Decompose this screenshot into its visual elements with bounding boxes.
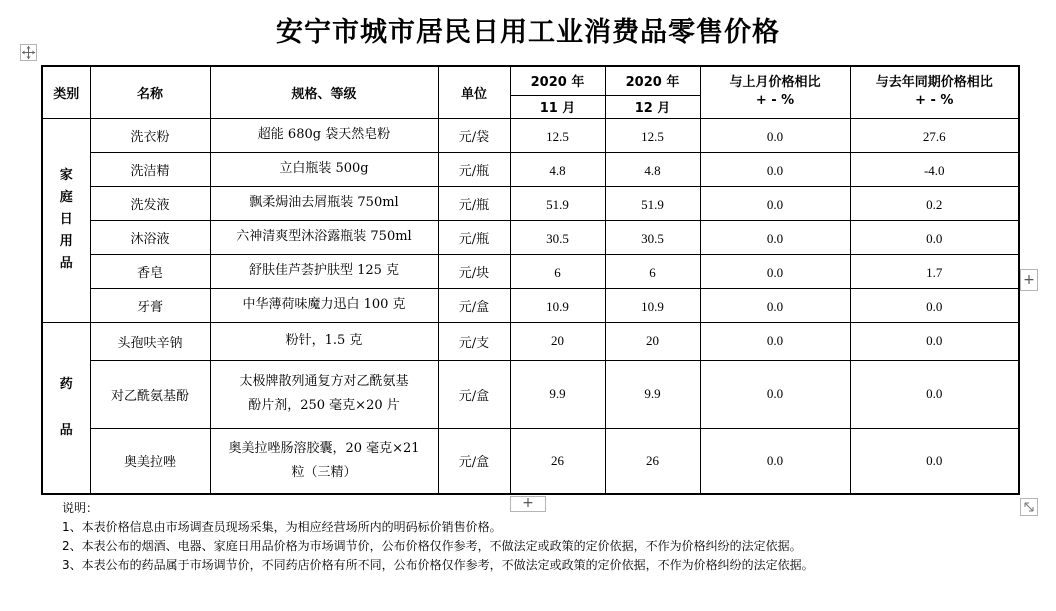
- price-dec: 9.9: [605, 360, 700, 428]
- header-yoy-line2: + - %: [915, 93, 954, 109]
- header-month-on-month: [700, 66, 850, 118]
- price-nov: 4.8: [510, 152, 605, 186]
- add-row-button[interactable]: +: [510, 496, 546, 512]
- change-mom: 0.0: [700, 288, 850, 322]
- item-spec: 超能 680g 袋天然皂粉: [210, 118, 438, 152]
- price-dec: 12.5: [605, 118, 700, 152]
- note-3: 3、本表公布的药品属于市场调节价，不同药店价格有所不同，公布价格仅作参考，不做法定或政策的定价依据，不作为价格纠纷的法定依据。: [62, 558, 814, 572]
- price-dec: 30.5: [605, 220, 700, 254]
- item-unit: 元/盒: [438, 288, 510, 322]
- change-mom: 0.0: [700, 152, 850, 186]
- item-unit: 元/盒: [438, 428, 510, 494]
- price-dec: 51.9: [605, 186, 700, 220]
- item-unit: 元/袋: [438, 118, 510, 152]
- table-row: [42, 254, 1019, 288]
- change-yoy: 0.0: [850, 288, 1019, 322]
- change-yoy: 1.7: [850, 254, 1019, 288]
- item-spec: [210, 428, 438, 494]
- table-row: [42, 428, 1019, 494]
- header-yoy-line1: 与去年同期价格相比: [875, 75, 993, 91]
- header-unit: 单位: [438, 66, 510, 118]
- item-unit: 元/瓶: [438, 152, 510, 186]
- table-row: [42, 288, 1019, 322]
- change-yoy: 0.0: [850, 220, 1019, 254]
- item-unit: 元/块: [438, 254, 510, 288]
- price-nov: 9.9: [510, 360, 605, 428]
- header-month-1: 11 月: [510, 95, 605, 118]
- header-month-2: 12 月: [605, 95, 700, 118]
- item-unit: 元/瓶: [438, 220, 510, 254]
- header-year-on-year: [850, 66, 1019, 118]
- price-nov: 6: [510, 254, 605, 288]
- change-yoy: 0.0: [850, 322, 1019, 360]
- header-mom-line1: 与上月价格相比: [729, 75, 821, 91]
- table-row: [42, 118, 1019, 152]
- price-nov: 10.9: [510, 288, 605, 322]
- change-mom: 0.0: [700, 220, 850, 254]
- item-spec-line2: 粒（三精）: [291, 464, 357, 480]
- note-1: 1、本表价格信息由市场调查员现场采集，为相应经营场所内的明码标价销售价格。: [62, 520, 502, 534]
- price-dec: 20: [605, 322, 700, 360]
- add-column-button[interactable]: +: [1020, 269, 1038, 291]
- change-mom: 0.0: [700, 428, 850, 494]
- note-2: 2、本表公布的烟酒、电器、家庭日用品价格为市场调节价，公布价格仅作参考，不做法定或政策的定价依据，不作为价格纠纷的法定依据。: [62, 539, 802, 553]
- header-year-2: 2020 年: [605, 66, 700, 95]
- header-category: 类别: [42, 66, 90, 118]
- item-name: 洗洁精: [90, 152, 210, 186]
- table-move-handle-icon[interactable]: [20, 44, 37, 61]
- item-spec-line1: 奥美拉唑肠溶胶囊，20 毫克×21: [228, 440, 420, 456]
- notes-label: 说明：: [62, 501, 99, 515]
- item-name: 牙膏: [90, 288, 210, 322]
- item-unit: 元/支: [438, 322, 510, 360]
- price-nov: 12.5: [510, 118, 605, 152]
- table-resize-handle-icon[interactable]: [1020, 498, 1038, 516]
- price-nov: 51.9: [510, 186, 605, 220]
- item-spec-line2: 酚片剂，250 毫克×20 片: [248, 398, 400, 413]
- category-household: [42, 118, 90, 322]
- header-year-1: 2020 年: [510, 66, 605, 95]
- change-yoy: 0.0: [850, 360, 1019, 428]
- item-name: 头孢呋辛钠: [90, 322, 210, 360]
- item-spec: 粉针，1.5 克: [210, 322, 438, 360]
- change-yoy: -4.0: [850, 152, 1019, 186]
- price-nov: 30.5: [510, 220, 605, 254]
- price-dec: 6: [605, 254, 700, 288]
- page-title: 安宁市城市居民日用工业消费品零售价格: [276, 17, 780, 48]
- item-name: 对乙酰氨基酚: [90, 360, 210, 428]
- category-label: 家 庭 日 用 品: [59, 168, 73, 271]
- change-yoy: 27.6: [850, 118, 1019, 152]
- header-name: 名称: [90, 66, 210, 118]
- change-mom: 0.0: [700, 322, 850, 360]
- item-name: 沐浴液: [90, 220, 210, 254]
- category-label: 药 品: [59, 376, 73, 438]
- table-row: [42, 220, 1019, 254]
- price-nov: 26: [510, 428, 605, 494]
- change-mom: 0.0: [700, 360, 850, 428]
- item-spec: 飘柔焗油去屑瓶装 750ml: [210, 186, 438, 220]
- change-yoy: 0.2: [850, 186, 1019, 220]
- price-nov: 20: [510, 322, 605, 360]
- table-row: [42, 360, 1019, 428]
- item-unit: 元/瓶: [438, 186, 510, 220]
- price-dec: 26: [605, 428, 700, 494]
- item-spec: 舒肤佳芦荟护肤型 125 克: [210, 254, 438, 288]
- header-spec: 规格、等级: [210, 66, 438, 118]
- item-name: 香皂: [90, 254, 210, 288]
- category-medicine: [42, 322, 90, 494]
- change-mom: 0.0: [700, 186, 850, 220]
- price-table: [41, 65, 1020, 495]
- header-mom-line2: + - %: [755, 93, 795, 109]
- item-name: 洗衣粉: [90, 118, 210, 152]
- item-unit: 元/盒: [438, 360, 510, 428]
- price-dec: 4.8: [605, 152, 700, 186]
- table-row: [42, 322, 1019, 360]
- change-mom: 0.0: [700, 118, 850, 152]
- item-spec: 六神清爽型沐浴露瓶装 750ml: [210, 220, 438, 254]
- notes: [62, 499, 814, 575]
- change-mom: 0.0: [700, 254, 850, 288]
- item-spec-line1: 太极牌散列通复方对乙酰氨基: [239, 374, 409, 389]
- item-spec: 立白瓶装 500g: [210, 152, 438, 186]
- table-row: [42, 186, 1019, 220]
- price-dec: 10.9: [605, 288, 700, 322]
- item-spec: [210, 360, 438, 428]
- change-yoy: 0.0: [850, 428, 1019, 494]
- item-name: 洗发液: [90, 186, 210, 220]
- item-spec: 中华薄荷味魔力迅白 100 克: [210, 288, 438, 322]
- table-row: [42, 152, 1019, 186]
- item-name: 奥美拉唑: [90, 428, 210, 494]
